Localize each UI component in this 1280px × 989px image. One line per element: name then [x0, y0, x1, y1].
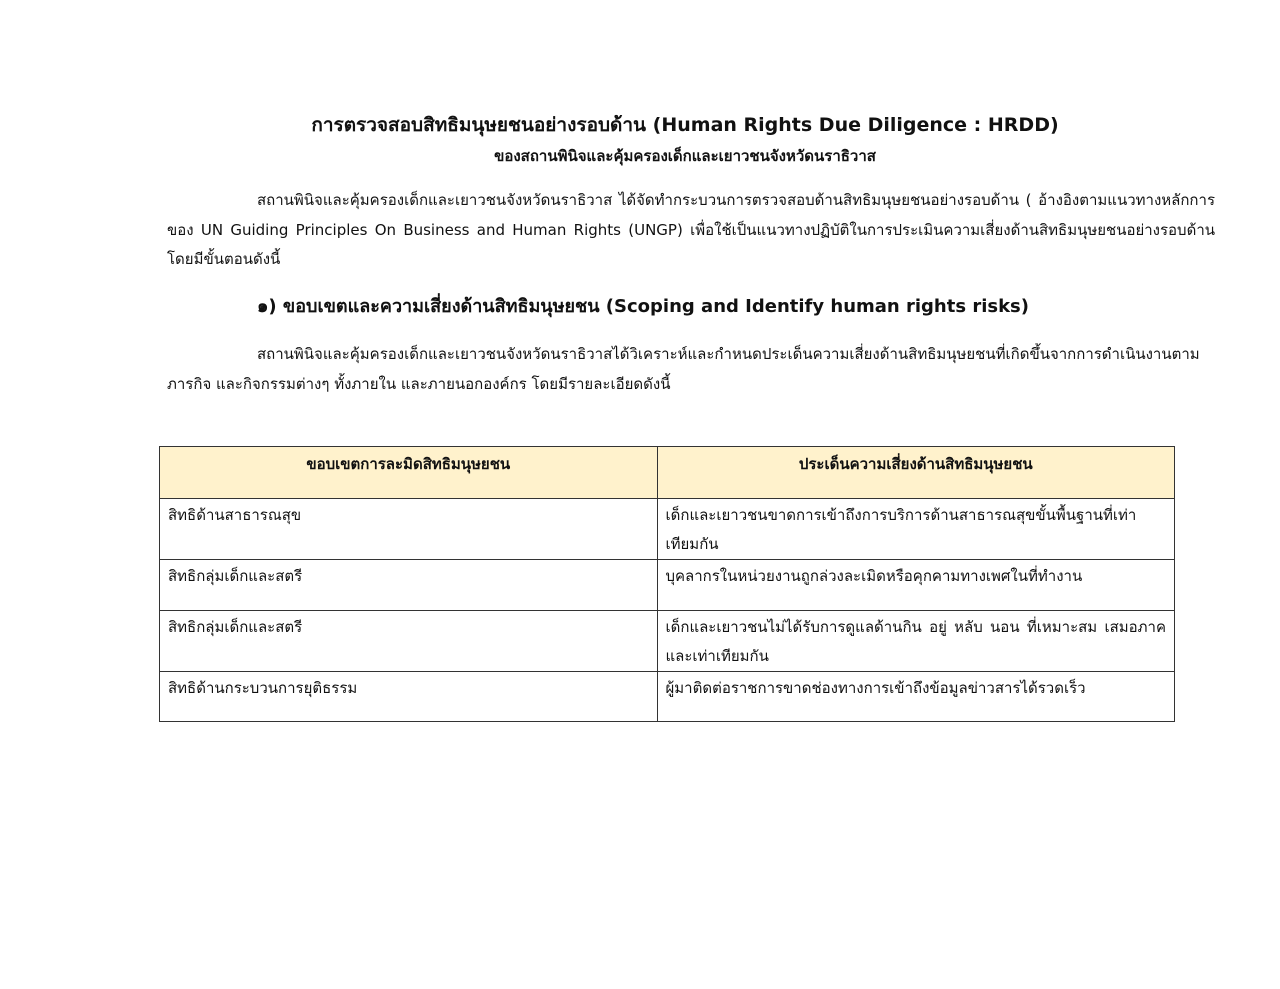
- risk-cell: ผู้มาติดต่อราชการขาดช่องทางการเข้าถึงข้อมูลข่าวสารได้รวดเร็ว: [657, 672, 1175, 722]
- risk-cell: เด็กและเยาวชนขาดการเข้าถึงการบริการด้านสาธารณสุขขั้นพื้นฐานที่เท่าเทียมกัน: [657, 499, 1175, 560]
- section-1-paragraph: สถานพินิจและคุ้มครองเด็กและเยาวชนจังหวัดนราธิวาสได้วิเคราะห์และกำหนดประเด็นความเสี่ยงด้านสิทธิมนุษยชนที่เกิดขึ้นจากการดำเนินงานตามภารกิจ และกิจกรรมต่างๆ ทั้งภายใน และภายนอกองค์กร โดยมีรายละเอียดดังนี้: [167, 345, 1200, 393]
- scope-cell: สิทธิด้านกระบวนการยุติธรรม: [160, 672, 658, 722]
- risk-table: [159, 446, 1175, 722]
- risk-cell: เด็กและเยาวชนไม่ได้รับการดูแลด้านกิน อยู่ หลับ นอน ที่เหมาะสม เสมอภาคและเท่าเทียมกัน: [657, 611, 1175, 672]
- header-scope: ขอบเขตการละมิดสิทธิมนุษยชน: [160, 447, 658, 499]
- table-header-row: [160, 447, 1175, 499]
- document-title: การตรวจสอบสิทธิมนุษยชนอย่างรอบด้าน (Human Rights Due Diligence : HRDD): [311, 114, 1059, 136]
- table-row: [160, 611, 1175, 672]
- scope-cell: สิทธิด้านสาธารณสุข: [160, 499, 658, 560]
- table-row: [160, 672, 1175, 722]
- section-1-heading: ๑) ขอบเขตและความเสี่ยงด้านสิทธิมนุษยชน (Scoping and Identify human rights risks): [257, 296, 1029, 317]
- scope-cell: สิทธิกลุ่มเด็กและสตรี: [160, 611, 658, 672]
- table-row: [160, 560, 1175, 611]
- risk-cell: บุคลากรในหน่วยงานถูกล่วงละเมิดหรือคุกคามทางเพศในที่ทำงาน: [657, 560, 1175, 611]
- intro-paragraph: สถานพินิจและคุ้มครองเด็กและเยาวชนจังหวัดนราธิวาส ได้จัดทำกระบวนการตรวจสอบด้านสิทธิมนุษยชนอย่างรอบด้าน ( อ้างอิงตามแนวทางหลักการของ UN Guiding Principles On Business and Human Rights (UNGP) เพื่อใช้เป็นแนวทางปฏิบัติในการประเมินความเสี่ยงด้านสิทธิมนุษยชนอย่างรอบด้าน โดยมีขั้นตอนดังนี้: [167, 191, 1215, 268]
- scope-cell: สิทธิกลุ่มเด็กและสตรี: [160, 560, 658, 611]
- table-row: [160, 499, 1175, 560]
- header-risk: ประเด็นความเสี่ยงด้านสิทธิมนุษยชน: [657, 447, 1175, 499]
- document-subtitle: ของสถานพินิจและคุ้มครองเด็กและเยาวชนจังหวัดนราธิวาส: [494, 147, 876, 165]
